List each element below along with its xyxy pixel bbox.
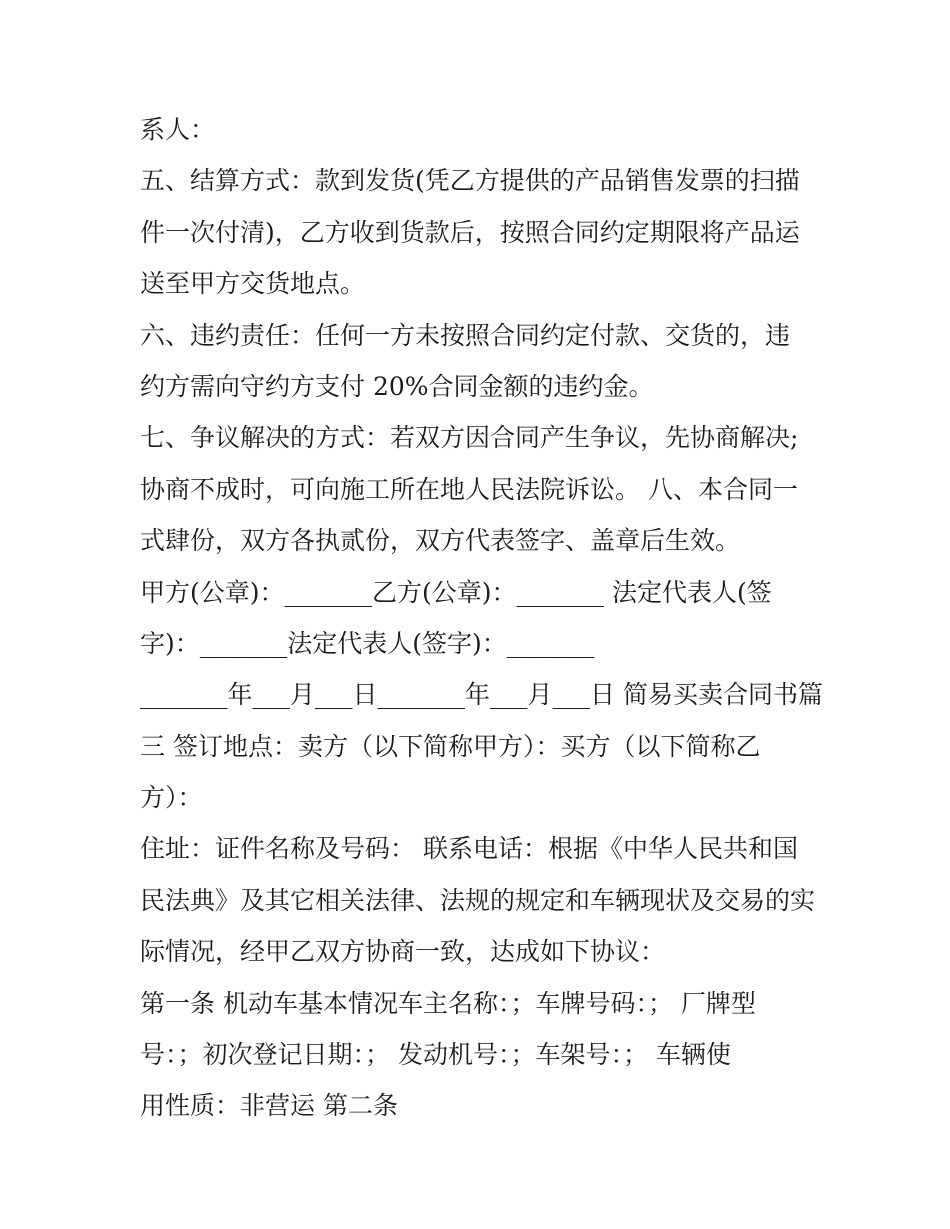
text-line: 字)：_______法定代表人(签字)：_______ — [140, 628, 595, 658]
text-line: 第一条 机动车基本情况车主名称：；车牌号码：； 厂牌型 — [140, 988, 756, 1018]
text-line: 民法典》及其它相关法律、法规的规定和车辆现状及交易的实 — [140, 885, 816, 915]
text-line: 件一次付清)，乙方收到货款后，按照合同约定期限将产品运 — [140, 217, 800, 247]
text-line: _______年___月___日_______年___月___日 简易买卖合同书篇 — [140, 680, 823, 710]
contract-body-text — [140, 104, 823, 1132]
text-line: 约方需向守约方支付 20%合同金额的违约金。 — [140, 371, 654, 401]
text-line: 住址：证件名称及号码： 联系电话：根据《中华人民共和国 — [140, 834, 798, 864]
text-line: 协商不成时，可向施工所在地人民法院诉讼。 八、本合同一 — [140, 474, 798, 504]
text-line: 五、结算方式：款到发货(凭乙方提供的产品销售发票的扫描 — [140, 166, 800, 196]
text-line: 方）： — [140, 783, 203, 813]
text-line: 七、争议解决的方式：若双方因合同产生争议，先协商解决; — [140, 423, 799, 453]
text-line: 号：；初次登记日期：； 发动机号：；车架号：； 车辆使 — [140, 1040, 731, 1070]
text-line: 三 签订地点：卖方（以下简称甲方）：买方（以下简称乙 — [140, 731, 761, 761]
text-line: 际情况，经甲乙双方协商一致，达成如下协议： — [140, 937, 666, 967]
text-line: 用性质：非营运 第二条 — [140, 1091, 398, 1121]
text-line: 式肆份，双方各执贰份，双方代表签字、盖章后生效。 — [140, 526, 741, 556]
text-line: 六、违约责任：任何一方未按照合同约定付款、交货的，违 — [140, 320, 791, 350]
text-line: 送至甲方交货地点。 — [140, 269, 366, 299]
text-line: 甲方(公章)：_______乙方(公章)：_______ 法定代表人(签 — [140, 577, 772, 607]
text-line: 系人： — [140, 115, 216, 144]
